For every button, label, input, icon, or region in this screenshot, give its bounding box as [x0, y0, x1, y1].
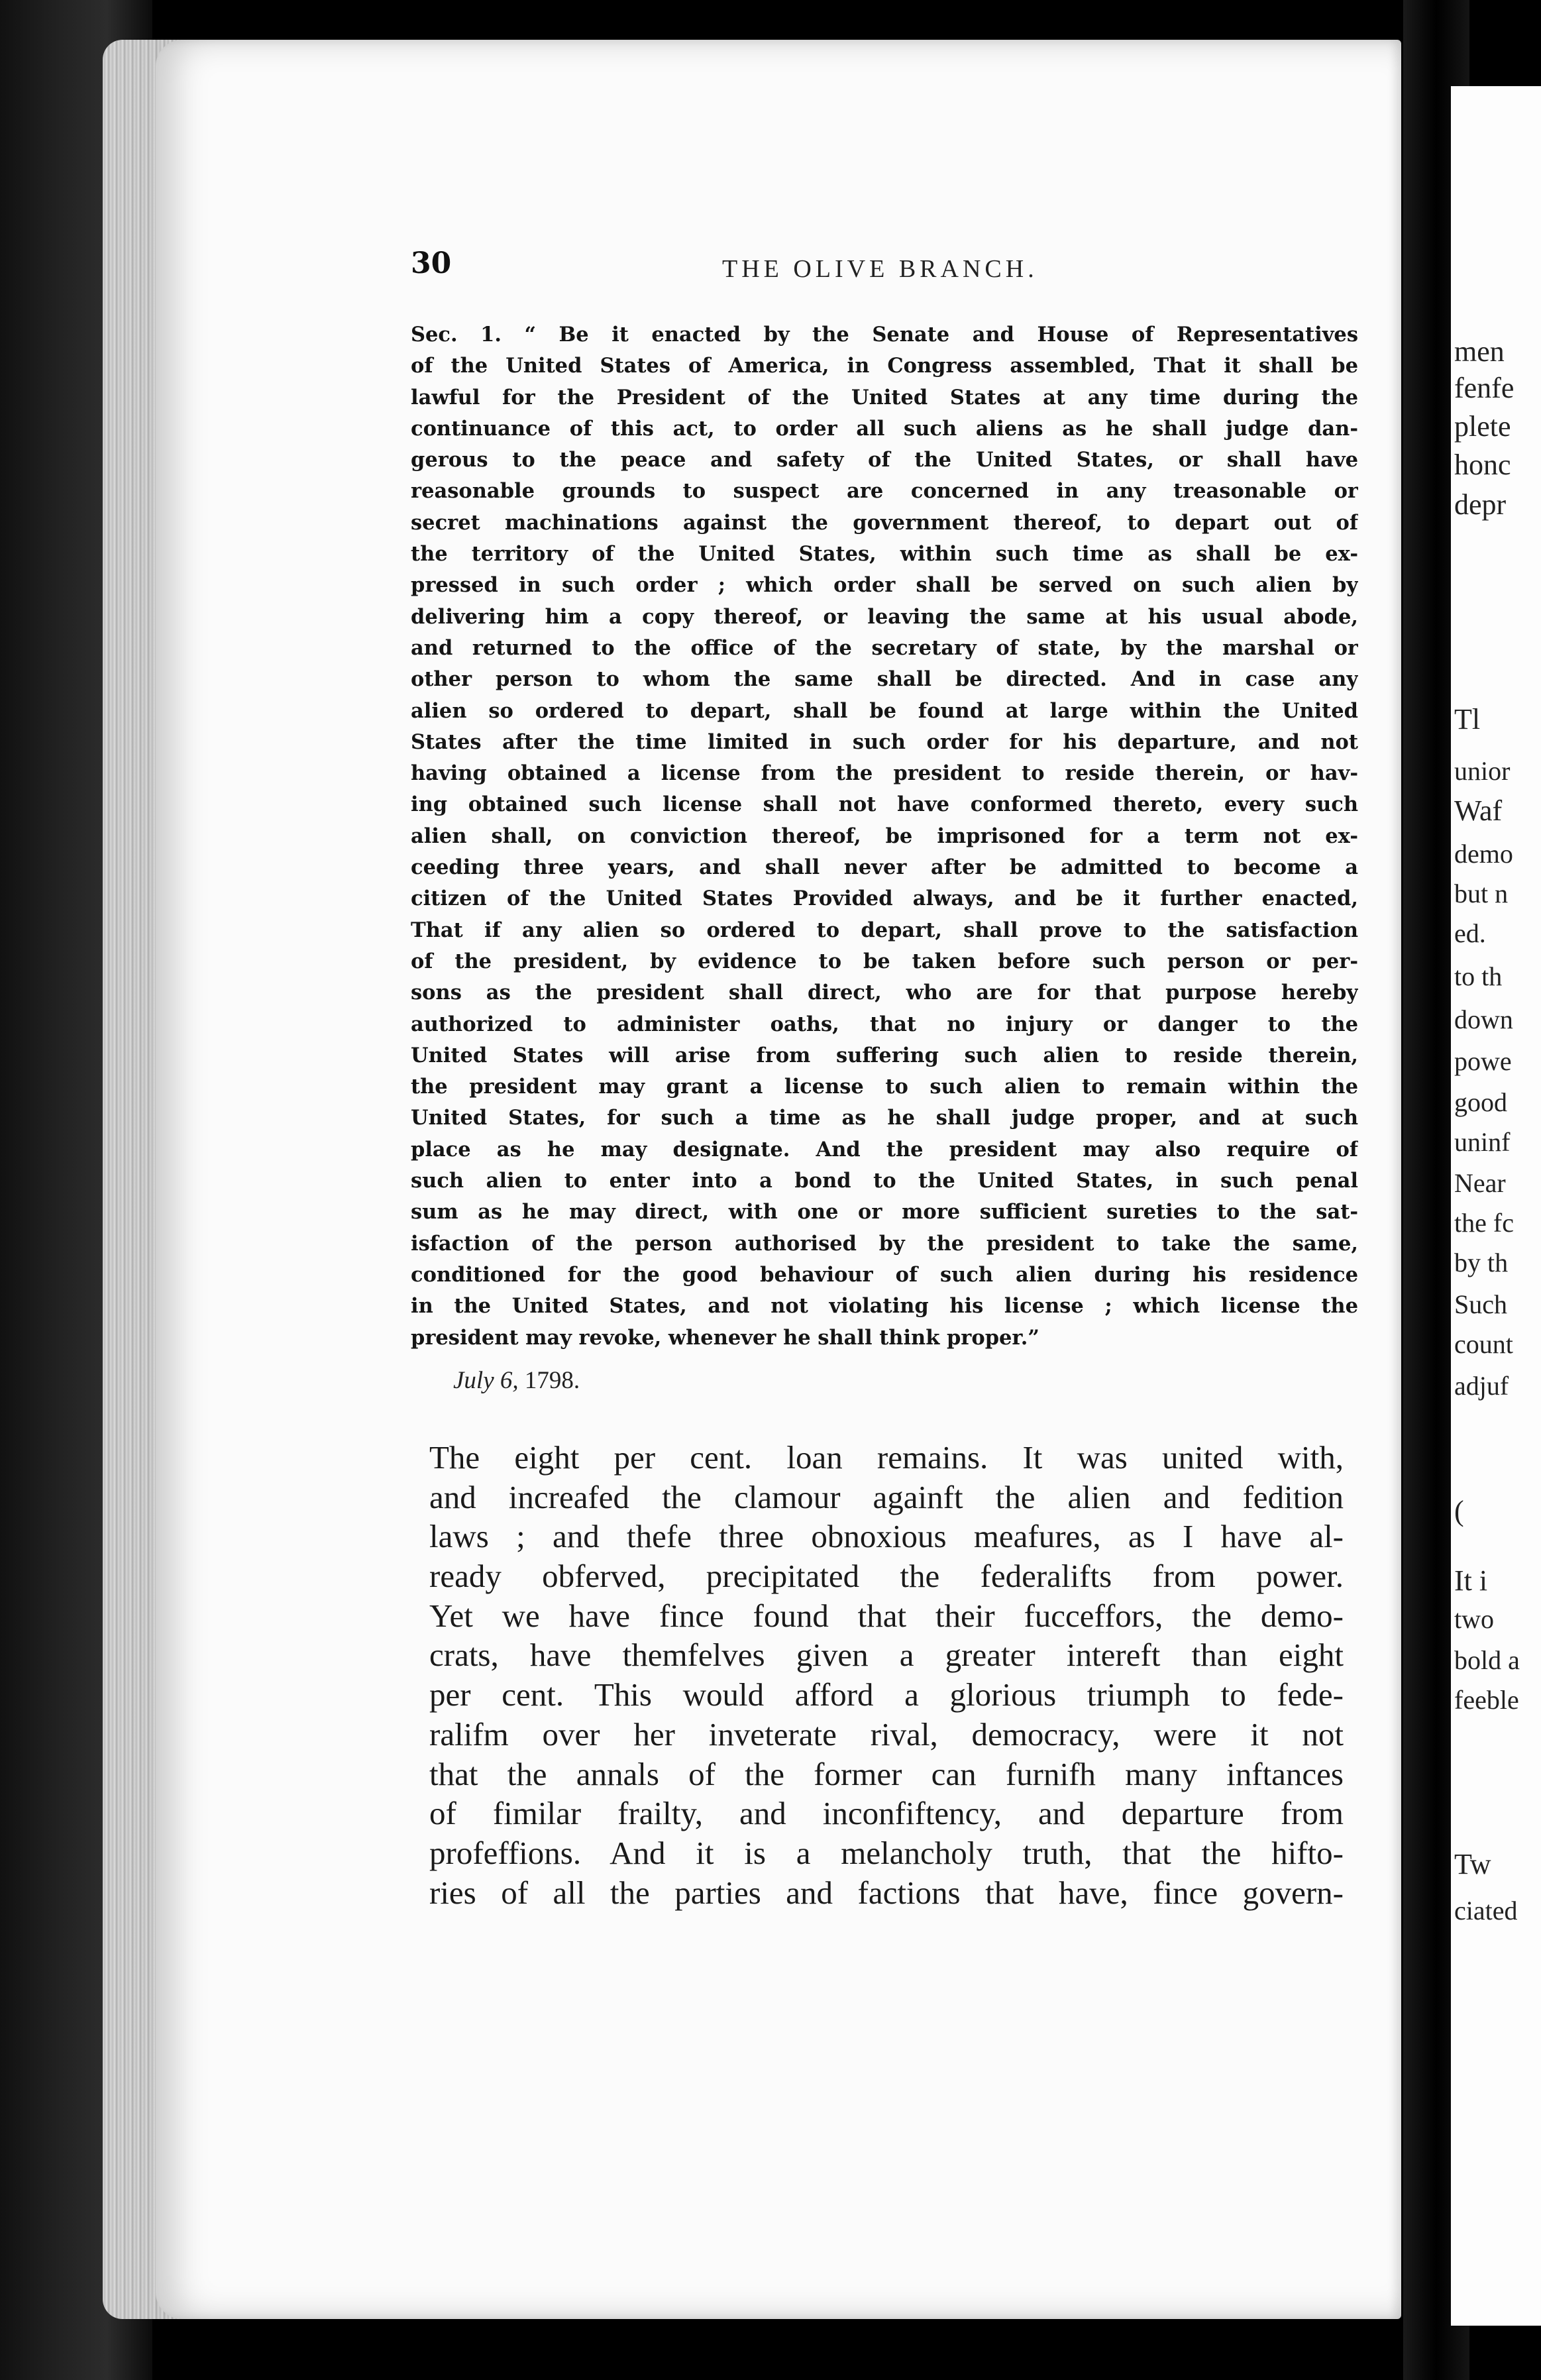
- right-page-fragment: Such: [1454, 1289, 1507, 1319]
- body-line: Yet we have fince found that their fucceffors, the demo-: [429, 1597, 1344, 1634]
- quote-line: gerous to the peace and safety of the United States, or shall have: [411, 448, 1358, 472]
- quote-line: alien so ordered to depart, shall be found at large within the United: [411, 698, 1358, 723]
- quote-line: and returned to the office of the secretary of state, by the marshal or: [411, 635, 1358, 660]
- right-page-fragment: plete: [1454, 410, 1511, 443]
- quote-line: in the United States, and not violating his license ; which license the: [411, 1294, 1358, 1319]
- right-page-fragment: (: [1454, 1495, 1464, 1527]
- right-page-fragment: but n: [1454, 879, 1509, 908]
- right-page-fragment: powe: [1454, 1046, 1512, 1076]
- body-line: that the annals of the former can furnifh many inftances: [429, 1755, 1344, 1792]
- quote-line: such alien to enter into a bond to the United States, in such penal: [411, 1169, 1358, 1193]
- quote-line: of the United States of America, in Congress assembled, That it shall be: [411, 354, 1358, 378]
- quote-date-year: 1798.: [518, 1367, 580, 1394]
- body-line: per cent. This would afford a glorious triumph to fede-: [429, 1676, 1344, 1713]
- body-line: of fimilar frailty, and inconfiftency, and departure from: [429, 1795, 1344, 1832]
- quote-line: the president may grant a license to such alien to remain within the: [411, 1075, 1358, 1099]
- right-page-fragment: feeble: [1454, 1685, 1519, 1715]
- right-page-fragment: adjuf: [1454, 1371, 1509, 1401]
- right-page-fragment: two: [1454, 1604, 1494, 1634]
- right-page-fragment: demo: [1454, 839, 1513, 869]
- quote-line: president may revoke, whenever he shall think proper.”: [411, 1325, 1039, 1350]
- quote-line: ceeding three years, and shall never after be admitted to become a: [411, 855, 1358, 880]
- quote-line: isfaction of the person authorised by the president to take the same,: [411, 1231, 1358, 1256]
- quote-line: sons as the president shall direct, who are for that purpose hereby: [411, 981, 1358, 1005]
- quote-line: Sec. 1. “ Be it enacted by the Senate and House of Representatives: [411, 323, 1358, 347]
- right-page-fragment: It i: [1454, 1564, 1488, 1597]
- right-page-fragment: men: [1454, 335, 1505, 368]
- right-page-fragment: down: [1454, 1004, 1513, 1034]
- right-page-fragment: by th: [1454, 1248, 1509, 1277]
- quote-line: secret machinations against the government thereof, to depart out of: [411, 510, 1358, 535]
- right-page-fragment: ciated: [1454, 1896, 1518, 1925]
- right-page-fragment: honc: [1454, 449, 1511, 481]
- right-page-fragment: fenfe: [1454, 372, 1514, 404]
- body-line: laws ; and thefe three obnoxious meafures, as I have al-: [429, 1518, 1344, 1555]
- right-page-fragment: count: [1454, 1329, 1513, 1359]
- body-line: crats, have themfelves given a greater intereft than eight: [429, 1637, 1344, 1674]
- right-page-fragment: to th: [1454, 961, 1503, 991]
- right-page-fragment: good: [1454, 1087, 1507, 1117]
- body-line: ready obferved, precipitated the federalifts from power.: [429, 1558, 1344, 1595]
- quote-line: other person to whom the same shall be directed. And in case any: [411, 667, 1358, 692]
- quote-line: of the president, by evidence to be taken before such person or per-: [411, 949, 1358, 973]
- right-page-fragment: bold a: [1454, 1645, 1520, 1675]
- right-page-fragment: Near: [1454, 1168, 1506, 1198]
- quote-date-month-day: July 6,: [453, 1367, 519, 1394]
- right-page-fragment: Waf: [1454, 794, 1503, 827]
- running-head: THE OLIVE BRANCH.: [722, 255, 1038, 283]
- quote-line: delivering him a copy thereof, or leaving the same at his usual abode,: [411, 604, 1358, 629]
- quote-line: the territory of the United States, within such time as shall be ex-: [411, 542, 1358, 567]
- quote-line: United States will arise from suffering such alien to reside therein,: [411, 1043, 1358, 1067]
- body-paragraph: [429, 1438, 1344, 1912]
- page-header: [411, 246, 1371, 293]
- quote-line: lawful for the President of the United States at any time during the: [411, 385, 1358, 409]
- body-line: and increafed the clamour againft the alien and fedition: [429, 1478, 1344, 1515]
- body-line: The eight per cent. loan remains. It was united with,: [429, 1439, 1344, 1476]
- body-line: profeffions. And it is a melancholy truth, that the hifto-: [429, 1834, 1344, 1871]
- quote-line: continuance of this act, to order all such aliens as he shall judge dan-: [411, 416, 1358, 441]
- quote-line: reasonable grounds to suspect are concerned in any treasonable or: [411, 479, 1358, 504]
- quote-line: United States, for such a time as he shall judge proper, and at such: [411, 1106, 1358, 1130]
- quote-line: States after the time limited in such order for his departure, and not: [411, 730, 1358, 754]
- quote-line: alien shall, on conviction thereof, be imprisoned for a term not ex-: [411, 824, 1358, 848]
- right-page-fragment: Tw: [1454, 1848, 1491, 1880]
- quote-line: citizen of the United States Provided always, and be it further enacted,: [411, 887, 1358, 911]
- right-page-fragment: unior: [1454, 756, 1511, 786]
- right-page-fragment: depr: [1454, 488, 1507, 521]
- right-page-fragment: Tl: [1454, 703, 1481, 735]
- quoted-act-text: [411, 319, 1358, 1354]
- right-page-fragment: uninf: [1454, 1127, 1511, 1157]
- quote-line: That if any alien so ordered to depart, shall prove to the satisfaction: [411, 918, 1358, 942]
- quote-date: [453, 1366, 580, 1395]
- right-page-fragment: ed.: [1454, 918, 1486, 948]
- quote-line: having obtained a license from the president to reside therein, or hav-: [411, 761, 1358, 786]
- page-number: 30: [411, 246, 452, 280]
- body-line: ries of all the parties and factions that have, fince govern-: [429, 1874, 1344, 1911]
- quote-line: sum as he may direct, with one or more sufficient sureties to the sat-: [411, 1200, 1358, 1224]
- quote-line: authorized to administer oaths, that no injury or danger to the: [411, 1012, 1358, 1036]
- quote-line: pressed in such order ; which order shall be served on such alien by: [411, 573, 1358, 598]
- body-line: ralifm over her inveterate rival, democracy, were it not: [429, 1715, 1344, 1753]
- quote-line: conditioned for the good behaviour of such alien during his residence: [411, 1262, 1358, 1287]
- right-page-fragment: the fc: [1454, 1208, 1514, 1238]
- quote-line: place as he may designate. And the president may also require of: [411, 1137, 1358, 1162]
- quote-line: ing obtained such license shall not have conformed thereto, every such: [411, 792, 1358, 817]
